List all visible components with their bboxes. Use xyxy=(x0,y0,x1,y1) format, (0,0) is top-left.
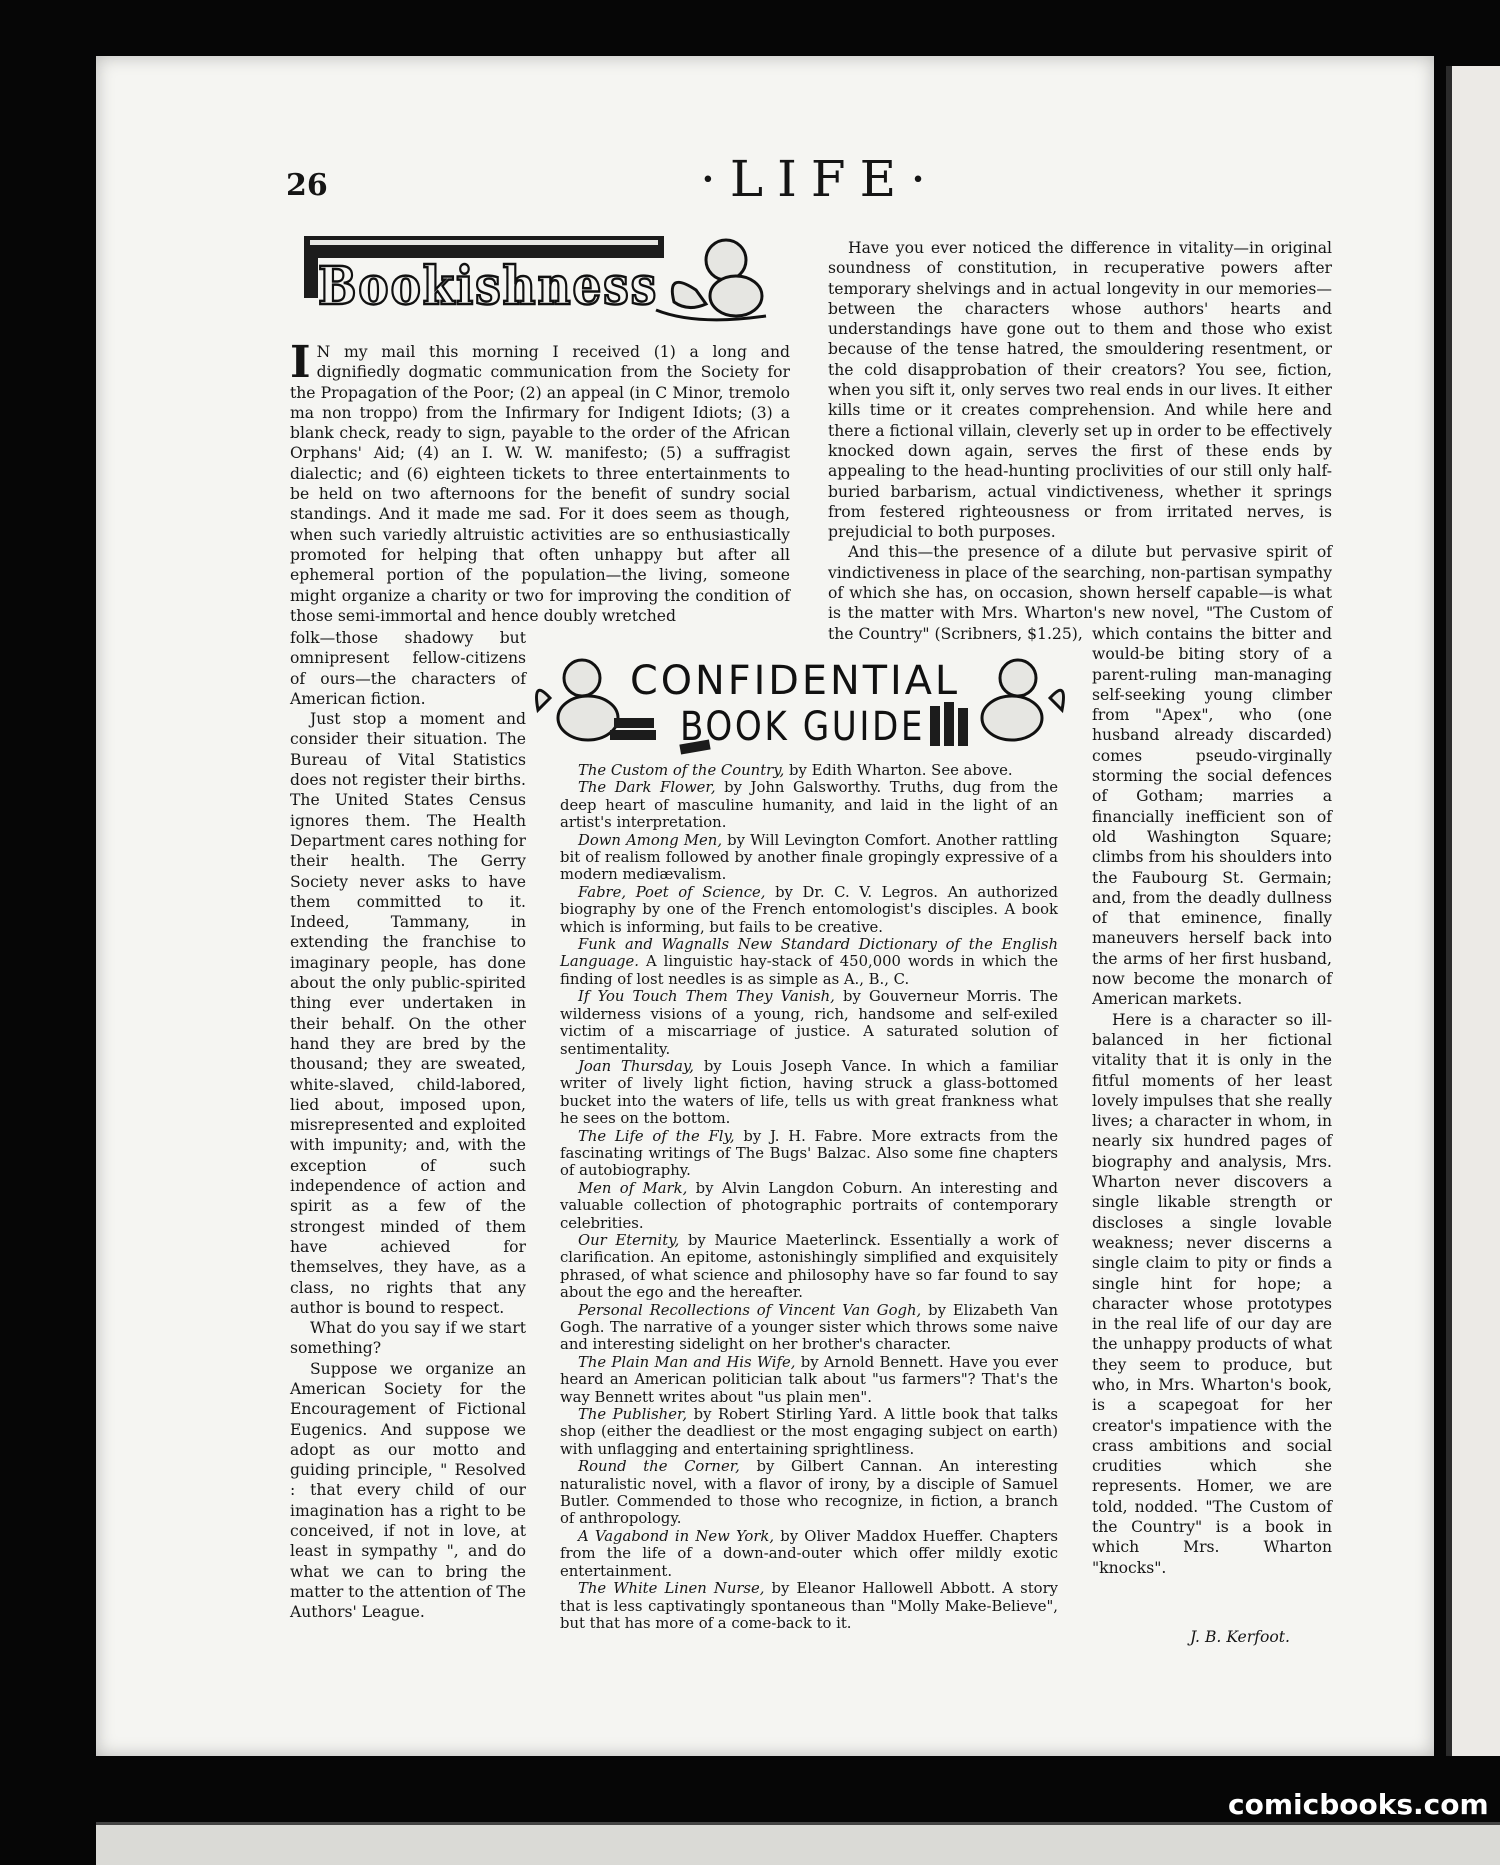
book-guide-entry xyxy=(560,1058,1058,1128)
book-review: by Will Levington Comfort. Another rattling bit of realism followed by another finale gropingly expressive of a modern mediævalism. xyxy=(560,831,1058,884)
book-title: Joan Thursday, xyxy=(578,1057,695,1075)
book-guide-entry xyxy=(560,1232,1058,1302)
book-guide-entry xyxy=(560,936,1058,988)
vitality-paragraph: Have you ever noticed the difference in vitality—in original soundness of constitution, in recuperative powers after temporary shelvings and in actual longevity in our memories—between the characters whose authors' hearts and understandings have gone out to them and those who exist because of the tense hatred, the smouldering resentment, or the cold disapprobation of their creators? You see, fiction, when you sift it, only serves two real ends in our lives. It either kills time or it creates comprehension. And while here and there a fictional villain, cleverly set up in order to be effectively knocked down again, serves the first of these ends by appealing to the head-hunting proclivities of our still only half-buried barbarism, actual vindictiveness, whether it springs from festered righteousness or from irritated nerves, is prejudicial to both purposes. xyxy=(828,239,1332,542)
book-guide-entry xyxy=(560,1180,1058,1232)
book-review: by Alvin Langdon Coburn. An interesting and valuable collection of photographic portraits of contemporary celebrities. xyxy=(560,1179,1058,1232)
bookishness-header-illustration xyxy=(296,230,796,330)
drop-cap: I xyxy=(290,337,311,388)
book-review: by John Galsworthy. Truths, dug from the deep heart of masculine humanity, and laid in the light of an artist's interpretation. xyxy=(560,779,1058,832)
book-guide-title: BOOK GUIDE xyxy=(680,704,925,750)
book-title: Funk and Wagnalls New Standard Dictionary of the English Language. xyxy=(560,936,1058,971)
book-review: by Eleanor Hallowell Abbott. A story that is less captivatingly spontaneous than "Molly Make-Believe", but that has more of a come-back to it. xyxy=(560,1580,1058,1632)
book-title: Personal Recollections of Vincent Van Gogh, xyxy=(578,1301,922,1319)
wharton-paragraph-continued: which contains the bitter and would-be biting story of a parent-ruling man-managing self-seeking young climber from "Apex", who (one husband already discarded) comes pseudo-virginally storming the social defences of Gotham; marries a financially inefficient son of old Washington Square; climbs from his shoulders into the Faubourg St. Germain; and, from the deadly dullness of that eminence, finally maneuvers herself back into the arms of her first husband, now become the monarch of American markets. xyxy=(1092,625,1332,1009)
book-review: by Gilbert Cannan. An interesting naturalistic novel, with a flavor of irony, by a disciple of Samuel Butler. Commended to those who recognize, in fiction, a branch of anthropology. xyxy=(560,1458,1058,1528)
book-review: by Elizabeth Van Gogh. The narrative of a younger sister which throws some naive and interesting sidelight on her brother's character. xyxy=(560,1301,1058,1354)
book-guide-entry xyxy=(560,884,1058,936)
book-title: Our Eternity, xyxy=(578,1231,680,1249)
author-signature: J. B. Kerfoot. xyxy=(1190,1628,1291,1646)
book-review: by Louis Joseph Vance. In which a familiar writer of lively light fiction, having struck a glass-bottomed bucket into the waters of life, tells us with great frankness what he sees on the bottom. xyxy=(560,1057,1058,1128)
book-review: A linguistic hay-stack of 450,000 words in which the finding of lost needles is as simple as A., B., C. xyxy=(560,953,1058,988)
situation-paragraph: Just stop a moment and consider their situation. The Bureau of Vital Statistics does not register their births. The United States Census ignores them. The Health Department cares nothing for their health. The Gerry Society never asks to have them committed to it. Indeed, Tammany, in extending the franchise to imaginary people, has done about the only public-spirited thing ever undertaken in their behalf. On the other hand they are bred by the thousand; they are sweated, white-slaved, child-labored, lied about, imposed upon, misrepresented and exploited with impunity; and, with the exception of such independence of action and spirit as a few of the strongest minded of them have achieved for themselves, they have, as a class, no rights that any author is bound to respect. xyxy=(290,710,527,1317)
book-guide-header-illustration xyxy=(530,648,1070,760)
masthead: ·LIFE· xyxy=(700,150,940,208)
intro-paragraph-continued: folk—those shadowy but omnipresent fellow-citizens of ours—the characters of American fiction. xyxy=(290,629,526,708)
book-title: If You Touch Them They Vanish, xyxy=(578,988,835,1006)
wharton-paragraph: And this—the presence of a dilute but pervasive spirit of vindictiveness in place of the searching, non-partisan sympathy of which she has, on occasion, shown herself capable—is what is the matter with Mrs. Wharton's new novel, "The Custom of the Country" (Scribners, $1.25), xyxy=(828,543,1332,643)
left-column-intro xyxy=(290,337,790,626)
book-title: The Publisher, xyxy=(578,1406,688,1424)
bookishness-title: Bookishness xyxy=(318,256,658,317)
book-review: by Edith Wharton. See above. xyxy=(784,762,1013,779)
page-number: 26 xyxy=(286,168,328,203)
book-guide-entry xyxy=(560,1406,1058,1458)
book-review: by Robert Stirling Yard. A little book that talks shop (either the deadliest or the most engaging subject on earth) with unflagging and entertaining sprightliness. xyxy=(560,1406,1058,1458)
book-title: Fabre, Poet of Science, xyxy=(578,883,766,901)
book-review: by J. H. Fabre. More extracts from the fascinating writings of The Bugs' Balzac. Also some fine chapters of autobiography. xyxy=(560,1127,1058,1180)
book-review: by Arnold Bennett. Have you ever heard an American politician talk about "us farmers"? That's the way Bennett writes about "us plain men". xyxy=(560,1353,1058,1406)
right-column-narrow xyxy=(1092,624,1332,1578)
site-watermark: comicbooks.com xyxy=(1228,1788,1489,1821)
book-guide-entry xyxy=(560,832,1058,884)
book-title: Round the Corner, xyxy=(578,1458,740,1476)
facing-page-edge xyxy=(1446,66,1500,1756)
book-guide-entry xyxy=(560,1302,1058,1354)
book-guide-entry xyxy=(560,1128,1058,1180)
next-page-edge xyxy=(96,1822,1500,1865)
book-title: The White Linen Nurse, xyxy=(578,1580,765,1598)
book-guide-entry xyxy=(560,988,1058,1058)
book-title: Down Among Men, xyxy=(578,831,723,849)
book-review: by Dr. C. V. Legros. An authorized biography by one of the French entomologist's disciples. A book which is informing, but fails to be creative. xyxy=(560,883,1058,936)
character-paragraph: Here is a character so ill-balanced in her fictional vitality that it is only in the fitful moments of her least lovely impulses that she really lives; a character in whom, in nearly six hundred pages of biography and analysis, Mrs. Wharton never discovers a single likable strength or discloses a single lovable weakness; never discerns a single claim to pity or finds a single hint for hope; a character whose prototypes in the real life of our day are the unhappy products of what they seem to produce, but who, in Mrs. Wharton's book, is a scapegoat for her creator's impatience with the crass ambitions and social crudities which she represents. Homer, we are told, nodded. "The Custom of the Country" is a book in which Mrs. Wharton "knocks". xyxy=(1092,1010,1332,1577)
intro-paragraph: N my mail this morning I received (1) a long and dignifiedly dogmatic communication from the Society for the Propagation of the Poor; (2) an appeal (in C Minor, tremolo ma non troppo) from the Infirmary for Indigent Idiots; (3) a blank check, ready to sign, payable to the order of the African Orphans' Aid; (4) an I. W. W. manifesto; (5) a suffragist dialectic; and (6) eighteen tickets to three entertainments to be held on two afternoons for the benefit of sundry social standings. And it made me sad. For it does seem as though, when such variedly altruistic activities are so enthusiastically promoted for helping that often unhappy but after all ephemeral portion of the population—the living, someone might organize a charity or two for improving the condition of those semi-immortal and hence doubly wretched xyxy=(290,343,790,625)
book-guide-entry xyxy=(560,1528,1058,1580)
left-column-narrow xyxy=(290,628,526,1623)
confidential-title: CONFIDENTIAL xyxy=(630,658,960,704)
book-guide-entry xyxy=(560,1354,1058,1406)
book-guide-entry xyxy=(560,1580,1058,1632)
book-review: by Oliver Maddox Hueffer. Chapters from the life of a down-and-outer which offer mildly exotic entertainment. xyxy=(560,1527,1058,1580)
book-guide-entry xyxy=(560,762,1058,779)
right-column-upper xyxy=(828,238,1332,644)
book-guide-list xyxy=(560,762,1058,1632)
book-title: A Vagabond in New York, xyxy=(578,1527,775,1545)
book-title: Men of Mark, xyxy=(578,1179,688,1197)
book-title: The Plain Man and His Wife, xyxy=(578,1353,796,1371)
book-guide-entry xyxy=(560,779,1058,831)
proposal-paragraph: Suppose we organize an American Society for the Encouragement of Fictional Eugenics. And suppose we adopt as our motto and guiding principle, " Resolved : that every child of our imagination has a right to be conceived, if not in love, at least in sympathy ", and do what we can to bring the matter to the attention of The Authors' League. xyxy=(290,1359,526,1622)
book-title: The Life of the Fly, xyxy=(578,1127,735,1145)
book-review: by Gouverneur Morris. The wilderness visions of a young, rich, handsome and self-exiled victim of a miscarriage of justice. A saturated solution of sentimentality. xyxy=(560,988,1058,1058)
book-title: The Custom of the Country, xyxy=(578,762,785,779)
question-paragraph: What do you say if we start something? xyxy=(290,1319,526,1358)
book-title: The Dark Flower, xyxy=(578,779,716,797)
book-guide-entry xyxy=(560,1458,1058,1528)
book-review: by Maurice Maeterlinck. Essentially a work of clarification. An epitome, astonishingly simplified and exquisitely phrased, of what science and philosophy have so far found to say about the ego and the hereafter. xyxy=(560,1231,1058,1302)
